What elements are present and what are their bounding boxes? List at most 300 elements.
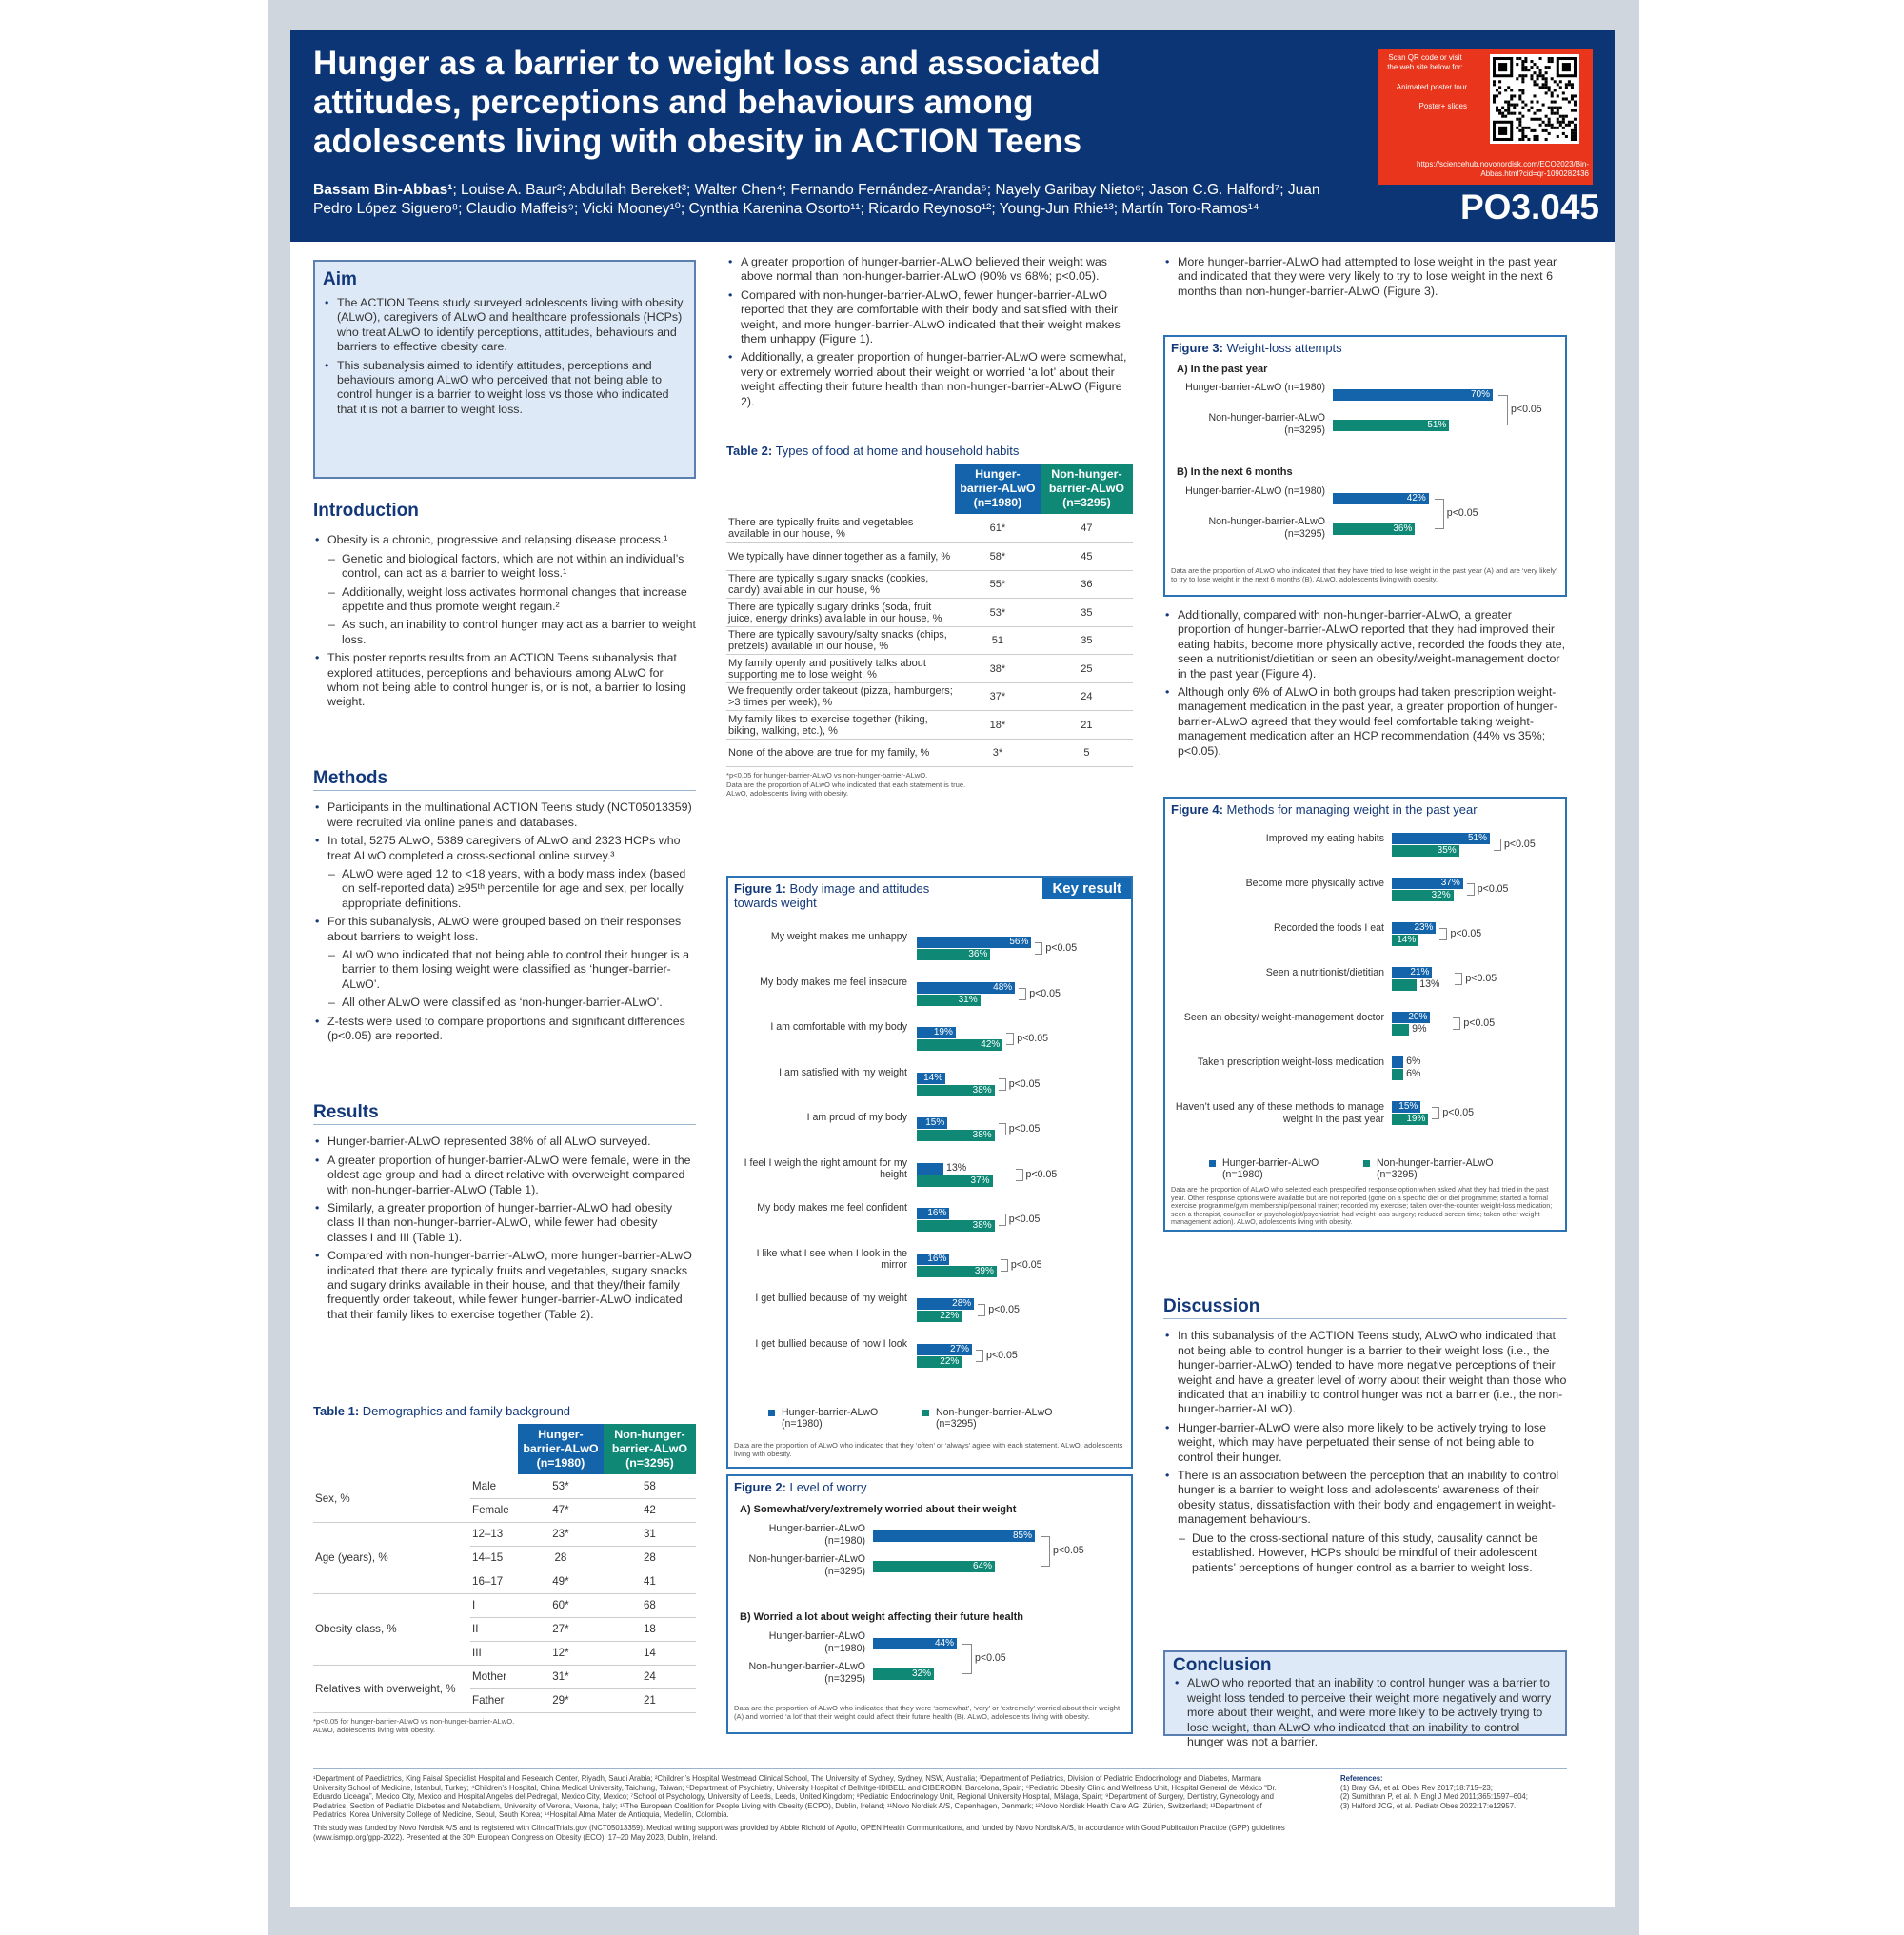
qr-module xyxy=(1568,80,1571,83)
cell-nonhunger: 35 xyxy=(1041,626,1133,655)
list-item: • Hunger-barrier-ALwO represented 38% of all ALwO surveyed. xyxy=(313,1135,696,1149)
qr-module xyxy=(1574,124,1577,127)
figure1-label: Figure 1: xyxy=(734,881,786,896)
qr-module xyxy=(1524,135,1527,138)
qr-module xyxy=(1533,83,1536,86)
qr-module xyxy=(1504,115,1507,118)
qr-module xyxy=(1537,74,1539,77)
qr-module xyxy=(1518,138,1521,141)
table1-notes xyxy=(313,1717,696,1734)
qr-module xyxy=(1507,86,1510,89)
qr-module xyxy=(1548,118,1551,121)
legend-nonhunger xyxy=(1377,1157,1529,1180)
qr-module xyxy=(1554,127,1557,129)
qr-module xyxy=(1557,83,1559,86)
qr-module xyxy=(1545,83,1548,86)
bar-label: Hunger-barrier-ALwO (n=1980) xyxy=(768,1523,865,1547)
table-note: Data are the proportion of ALwO who indicated that each statement is true. xyxy=(726,780,966,789)
qr-module xyxy=(1530,118,1533,121)
bar-value: 6% xyxy=(1406,1056,1421,1067)
qr-module xyxy=(1551,91,1554,94)
figure3 xyxy=(1163,335,1567,597)
row-sublabel: I xyxy=(470,1593,518,1617)
qr-module xyxy=(1527,138,1530,141)
qr-module xyxy=(1557,118,1559,121)
qr-module xyxy=(1507,101,1510,104)
bar-nonhunger: 42% xyxy=(917,1039,1002,1051)
table-row xyxy=(726,543,1133,571)
p-value: p<0.05 xyxy=(1029,987,1061,999)
bar-label: I get bullied because of my weight xyxy=(755,1293,907,1304)
figure2-label: Figure 2: xyxy=(734,1480,786,1494)
qr-module xyxy=(1516,63,1518,66)
qr-module xyxy=(1493,94,1496,97)
list-item: – As such, an inability to control hunger may act as a barrier to weight loss. xyxy=(313,618,696,647)
row-sublabel: 14–15 xyxy=(470,1546,518,1570)
bar-label: I am comfortable with my body xyxy=(770,1021,907,1033)
qr-module xyxy=(1574,101,1577,104)
qr-module xyxy=(1557,135,1559,138)
bar-label: Hunger-barrier-ALwO (n=1980) xyxy=(1185,485,1325,497)
poster-id: PO3.045 xyxy=(1459,188,1599,227)
bar-label: My weight makes me unhappy xyxy=(770,931,907,942)
p-bracket xyxy=(1435,499,1444,529)
p-bracket xyxy=(999,1123,1006,1135)
table-empty-cell xyxy=(470,1424,518,1474)
references-heading: References: xyxy=(1340,1774,1383,1783)
bar-nonhunger: 51% xyxy=(1333,420,1449,431)
qr-module xyxy=(1551,124,1554,127)
cell-hunger: 58* xyxy=(955,543,1041,571)
p-value: p<0.05 xyxy=(1053,1545,1084,1556)
legend-swatch xyxy=(922,1410,929,1416)
qr-module xyxy=(1513,107,1516,109)
qr-module xyxy=(1521,91,1524,94)
bar-label: I am proud of my body xyxy=(806,1112,907,1123)
bar-nonhunger: 36% xyxy=(1333,523,1415,535)
qr-module xyxy=(1521,89,1524,91)
qr-module xyxy=(1493,80,1496,83)
qr-module xyxy=(1557,127,1559,129)
figure1 xyxy=(726,876,1133,1469)
qr-module xyxy=(1507,107,1510,109)
aim-heading: Aim xyxy=(323,269,357,289)
qr-module xyxy=(1571,138,1574,141)
bar-label: I am satisfied with my weight xyxy=(779,1066,907,1078)
qr-module xyxy=(1518,74,1521,77)
qr-module xyxy=(1568,121,1571,124)
list-item: • Z-tests were used to compare proportions and significant differences (p<0.05) are reported. xyxy=(313,1015,696,1044)
title-line: attitudes, perceptions and behaviours among xyxy=(313,84,1034,121)
row-sublabel: 12–13 xyxy=(470,1522,518,1546)
list-item: • For this subanalysis, ALwO were grouped based on their responses about barriers to weight loss. xyxy=(313,915,696,944)
qr-module xyxy=(1498,91,1501,94)
cell-nonhunger: 24 xyxy=(604,1665,696,1688)
p-bracket xyxy=(1494,839,1501,851)
qr-module xyxy=(1545,71,1548,74)
table2-caption-text: Types of food at home and household habits xyxy=(775,444,1020,458)
bar-label: Recorded the foods I eat xyxy=(1273,922,1384,934)
list-item: • Compared with non-hunger-barrier-ALwO, more hunger-barrier-ALwO indicated that there are typically fruits and vegetables, sugary snacks and sugary drinks available in their house, and that they/their family frequently order takeout, while fewer hunger-barrier-ALwO indicated that their family likes to exercise together (Table 2). xyxy=(313,1249,696,1322)
qr-module xyxy=(1539,74,1542,77)
cell-nonhunger: 28 xyxy=(604,1546,696,1570)
qr-module xyxy=(1518,112,1521,115)
qr-module xyxy=(1521,63,1524,66)
qr-module xyxy=(1562,121,1565,124)
qr-module xyxy=(1551,60,1554,63)
p-value: p<0.05 xyxy=(1008,1214,1041,1225)
figure3-caption xyxy=(1171,341,1342,355)
table-row xyxy=(726,655,1133,683)
qr-module xyxy=(1548,60,1551,63)
qr-module xyxy=(1554,107,1557,109)
table1-label: Table 1: xyxy=(313,1404,360,1418)
qr-module xyxy=(1496,107,1498,109)
cell-hunger: 37* xyxy=(955,682,1041,711)
p-bracket xyxy=(999,1214,1006,1226)
cell-nonhunger: 24 xyxy=(1041,682,1133,711)
row-sublabel: 16–17 xyxy=(470,1570,518,1593)
qr-module xyxy=(1554,80,1557,83)
qr-module xyxy=(1498,112,1501,115)
table1-caption xyxy=(313,1404,696,1418)
qr-module xyxy=(1562,132,1565,135)
p-bracket xyxy=(1016,1169,1023,1181)
cell-nonhunger: 58 xyxy=(604,1474,696,1498)
bar-label: Haven’t used any of these methods to manage weight in the past year xyxy=(1175,1101,1384,1125)
qr-module xyxy=(1521,101,1524,104)
bar-nonhunger: 32% xyxy=(1392,890,1454,901)
bar-nonhunger: 36% xyxy=(917,949,990,960)
table-empty-cell xyxy=(313,1424,470,1474)
p-value: p<0.05 xyxy=(986,1349,1018,1361)
table-row xyxy=(313,1665,696,1688)
co-authors: ; Louise A. Baur²; Abdullah Bereket³; Walter Chen⁴; Fernando Fernández-Aranda⁵; Nayely Garibay Nieto⁶; Jason C.G. Halford⁷; Juan Pedro López Siguero⁸; Claudio Maffeis⁹; Vicki Mooney¹⁰; Cynthia Karenina Osorto¹¹; Ricardo Reynoso¹²; Young-Jun Rhie¹³; Martín Toro-Ramos¹⁴ xyxy=(313,182,1320,217)
qr-module xyxy=(1545,124,1548,127)
col3-text-top xyxy=(1163,255,1567,303)
aim-list xyxy=(323,296,686,417)
qr-module xyxy=(1498,127,1507,135)
qr-module xyxy=(1521,77,1524,80)
bar-value: 9% xyxy=(1412,1023,1427,1035)
bar-label: I get bullied because of how I look xyxy=(755,1337,907,1350)
qr-module xyxy=(1548,89,1551,91)
qr-module xyxy=(1548,121,1551,124)
qr-module xyxy=(1530,60,1533,63)
reference: (3) Halford JCG, et al. Pediatr Obes 2022;17:e12957. xyxy=(1340,1801,1517,1810)
qr-module xyxy=(1568,101,1571,104)
table-note: *p<0.05 for hunger-barrier-ALwO vs non-hunger-barrier-ALwO. xyxy=(313,1716,515,1726)
bar-label: Non-hunger-barrier-ALwO (n=3295) xyxy=(1208,516,1325,540)
results-heading: Results xyxy=(313,1105,696,1125)
qr-module xyxy=(1574,127,1577,129)
aim-item: • The ACTION Teens study surveyed adolescents living with obesity (ALwO), caregivers of ALwO and healthcare professionals (HCPs) who treat ALwO to identify perceptions, attitudes, behaviours and barriers to effective obesity care. xyxy=(323,296,686,355)
discussion-heading: Discussion xyxy=(1163,1299,1567,1319)
qr-module xyxy=(1574,129,1577,132)
bar-hunger: 16% xyxy=(917,1254,949,1265)
title-line: Hunger as a barrier to weight loss and associated xyxy=(313,45,1101,82)
row-label: We frequently order takeout (pizza, hamburgers; >3 times per week), % xyxy=(726,682,955,711)
qr-module xyxy=(1539,71,1542,74)
qr-module xyxy=(1530,77,1533,80)
qr-module xyxy=(1504,109,1507,112)
table-note: ALwO, adolescents living with obesity. xyxy=(726,788,849,798)
col2-list xyxy=(726,255,1133,409)
table2-col-hunger: Hunger-barrier-ALwO (n=1980) xyxy=(955,464,1041,514)
methods-section xyxy=(313,768,696,1048)
p-value: p<0.05 xyxy=(1008,1077,1041,1090)
bar-label: Non-hunger-barrier-ALwO (n=3295) xyxy=(748,1661,865,1685)
p-bracket xyxy=(978,1304,985,1316)
qr-module xyxy=(1521,74,1524,77)
list-item: – All other ALwO were classified as ‘non-hunger-barrier-ALwO’. xyxy=(313,996,696,1010)
list-item: • Similarly, a greater proportion of hunger-barrier-ALwO had obesity class II than non-hunger-barrier-ALwO, while fewer had obesity classes I and III (Table 1). xyxy=(313,1201,696,1245)
qr-module xyxy=(1537,101,1539,104)
qr-module xyxy=(1571,83,1574,86)
bar-hunger: 56% xyxy=(917,937,1031,948)
qr-module xyxy=(1513,112,1516,115)
qr-module xyxy=(1548,66,1551,69)
bar-nonhunger: 39% xyxy=(917,1266,997,1277)
qr-module xyxy=(1496,89,1498,91)
cell-nonhunger: 36 xyxy=(1041,570,1133,599)
bar-label: Become more physically active xyxy=(1245,878,1384,889)
qr-module xyxy=(1574,109,1577,112)
figure4-caption xyxy=(1171,802,1478,817)
bar-hunger: 21% xyxy=(1392,967,1432,978)
cell-hunger: 28 xyxy=(518,1546,604,1570)
qr-module xyxy=(1498,109,1501,112)
qr-module xyxy=(1530,107,1533,109)
bar-nonhunger: 38% xyxy=(917,1085,995,1096)
bar-nonhunger: 32% xyxy=(873,1668,934,1680)
cell-hunger: 18* xyxy=(955,711,1041,740)
figure4-caption-text: Methods for managing weight in the past year xyxy=(1226,802,1478,817)
bar-hunger: 15% xyxy=(1392,1101,1420,1113)
list-item: – Due to the cross-sectional nature of this study, causality cannot be established. However, HCPs should be mindful of their adolescent patients’ perceptions of hunger control as a barrier to weight loss. xyxy=(1163,1531,1567,1575)
row-label: None of the above are true for my family, % xyxy=(726,739,955,767)
figure1-caption xyxy=(734,881,972,910)
cell-nonhunger: 41 xyxy=(604,1570,696,1593)
qr-module xyxy=(1527,127,1530,129)
qr-module xyxy=(1537,118,1539,121)
figure3-note: Data are the proportion of ALwO who indicated that they have tried to lose weight in the past year (A) and are ‘very likely’ to try to lose weight in the next 6 months (B). ALwO, adolescents living with obesity. xyxy=(1171,566,1557,584)
qr-module xyxy=(1565,135,1568,138)
qr-module xyxy=(1516,77,1518,80)
qr-module xyxy=(1496,109,1498,112)
qr-module xyxy=(1533,63,1536,66)
qr-module xyxy=(1518,118,1521,121)
cell-nonhunger: 42 xyxy=(604,1498,696,1522)
list-item: • Obesity is a chronic, progressive and relapsing disease process.¹ xyxy=(313,533,696,547)
qr-module xyxy=(1542,129,1545,132)
list-item: • This poster reports results from an ACTION Teens subanalysis that explored attitudes, perceptions and behaviours among ALwO for whom not being able to control hunger is, or is not, a barrier to losing weight. xyxy=(313,651,696,710)
results-section xyxy=(313,1102,696,1326)
table-row xyxy=(726,739,1133,767)
p-value: p<0.05 xyxy=(1017,1033,1048,1044)
table1-col-hunger: Hunger-barrier-ALwO (n=1980) xyxy=(518,1424,604,1474)
qr-module xyxy=(1513,104,1516,107)
poster-header xyxy=(290,30,1615,242)
qr-module xyxy=(1518,89,1521,91)
qr-module xyxy=(1542,77,1545,80)
qr-instructions: Scan QR code or visit the web site below for: xyxy=(1387,53,1463,71)
author-list xyxy=(313,181,1332,219)
table1-col-nonhunger: Non-hunger-barrier-ALwO (n=3295) xyxy=(604,1424,696,1474)
p-bracket xyxy=(1453,1017,1460,1030)
qr-module xyxy=(1545,77,1548,80)
legend-nonhunger xyxy=(936,1407,1079,1430)
qr-module xyxy=(1510,94,1513,97)
p-value: p<0.05 xyxy=(1477,883,1509,895)
bar-label: Non-hunger-barrier-ALwO (n=3295) xyxy=(748,1553,865,1577)
qr-module xyxy=(1501,112,1504,115)
table2-label: Table 2: xyxy=(726,444,773,458)
qr-module xyxy=(1510,104,1513,107)
bar-hunger: 23% xyxy=(1392,922,1436,934)
qr-module xyxy=(1557,109,1559,112)
bar-hunger: 85% xyxy=(873,1530,1035,1542)
qr-module xyxy=(1559,115,1562,118)
cell-nonhunger: 14 xyxy=(604,1641,696,1665)
list-item: • There is an association between the perception that an inability to control hunger is a barrier to weight loss and adolescents’ awareness of their obesity status, dissatisfaction with their body and engagement in weight-management behaviours. xyxy=(1163,1469,1567,1528)
legend-label: Non-hunger-barrier-ALwO (n=3295) xyxy=(1377,1157,1494,1180)
bar-hunger: 51% xyxy=(1392,833,1490,844)
row-sublabel: Father xyxy=(470,1688,518,1712)
figure3-subtitle-b: B) In the next 6 months xyxy=(1177,466,1293,478)
cell-hunger: 60* xyxy=(518,1593,604,1617)
bar-nonhunger: 38% xyxy=(917,1130,995,1141)
list-item: • Additionally, a greater proportion of hunger-barrier-ALwO were somewhat, very or extremely worried about their weight or worried ‘a lot’ about their weight affecting their future health than non-hunger-barrier-ALwO (Figure 2). xyxy=(726,350,1133,409)
table1-caption-text: Demographics and family background xyxy=(362,1404,571,1418)
qr-module xyxy=(1498,86,1501,89)
qr-module xyxy=(1565,97,1568,100)
qr-option-tour: Animated poster tour xyxy=(1396,83,1467,91)
qr-module xyxy=(1524,74,1527,77)
legend-hunger xyxy=(1222,1157,1346,1180)
list-item: • Participants in the multinational ACTION Teens study (NCT05013359) were recruited via online panels and databases. xyxy=(313,800,696,830)
qr-module xyxy=(1539,57,1542,60)
row-sublabel: Female xyxy=(470,1498,518,1522)
qr-module xyxy=(1501,107,1504,109)
row-label: My family likes to exercise together (hiking, biking, walking, etc.), % xyxy=(726,711,955,740)
qr-module xyxy=(1510,112,1513,115)
qr-module xyxy=(1537,135,1539,138)
p-value: p<0.05 xyxy=(1463,1017,1496,1029)
qr-module xyxy=(1542,74,1545,77)
p-value: p<0.05 xyxy=(1025,1168,1058,1180)
qr-module xyxy=(1562,97,1565,100)
p-value: p<0.05 xyxy=(1446,507,1478,519)
cell-hunger: 51 xyxy=(955,626,1041,655)
qr-url[interactable]: https://sciencehub.novonordisk.com/ECO2023/Bin-Abbas.html?cid=qr-1090282436 xyxy=(1417,160,1589,178)
conclusion-list xyxy=(1173,1676,1557,1749)
bar-hunger: 44% xyxy=(873,1638,957,1649)
qr-module xyxy=(1521,69,1524,71)
table2-notes xyxy=(726,771,1133,798)
reference: (1) Bray GA, et al. Obes Rev 2017;18:715–23; xyxy=(1340,1783,1493,1792)
table-header-row xyxy=(726,464,1133,514)
funding-statement: This study was funded by Novo Nordisk A/S and is registered with ClinicalTrials.gov (NCT05013359). Medical writing support was provided by Abbie Richold of Apollo, OPEN Health Communications, and funded by Novo Nordisk A/S, in accordance with Good Publication Practice (GPP) guidelines (www.ismpp.org/gpp-2022). Presented at the 30ᵗʰ European Congress on Obesity (ECO), 17–20 May 2023, Dublin, Ireland. xyxy=(313,1823,1285,1842)
lead-author: Bassam Bin-Abbas¹ xyxy=(313,182,453,198)
qr-module xyxy=(1539,109,1542,112)
list-item: – Genetic and biological factors, which are not within an individual’s control, can act as a barrier to weight loss.¹ xyxy=(313,552,696,582)
bar-hunger: 15% xyxy=(917,1117,947,1129)
qr-panel[interactable] xyxy=(1378,49,1593,185)
bar-nonhunger: 38% xyxy=(917,1220,995,1232)
p-bracket xyxy=(1001,1259,1008,1272)
bar-nonhunger: 19% xyxy=(1392,1114,1428,1125)
cell-hunger: 53* xyxy=(518,1474,604,1498)
qr-module xyxy=(1545,66,1548,69)
table2-col-nonhunger: Non-hunger-barrier-ALwO (n=3295) xyxy=(1041,464,1133,514)
table2 xyxy=(726,464,1133,767)
qr-module xyxy=(1548,86,1551,89)
qr-module xyxy=(1545,80,1548,83)
qr-module xyxy=(1542,83,1545,86)
figure3-subtitle-a: A) In the past year xyxy=(1177,364,1268,375)
qr-module xyxy=(1498,63,1507,71)
qr-module xyxy=(1574,104,1577,107)
qr-module xyxy=(1521,135,1524,138)
footer-affiliations xyxy=(313,1774,1294,1842)
qr-module xyxy=(1551,77,1554,80)
qr-module xyxy=(1521,60,1524,63)
qr-module xyxy=(1548,124,1551,127)
title-line: adolescents living with obesity in ACTION Teens xyxy=(313,123,1082,160)
legend-hunger xyxy=(782,1407,905,1430)
qr-option-slides: Poster+ slides xyxy=(1418,102,1467,110)
table1 xyxy=(313,1424,696,1713)
qr-module xyxy=(1571,121,1574,124)
table2-caption xyxy=(726,444,1133,458)
cell-hunger: 49* xyxy=(518,1570,604,1593)
p-value: p<0.05 xyxy=(1442,1107,1475,1118)
qr-module xyxy=(1574,94,1577,97)
qr-module xyxy=(1537,66,1539,69)
qr-module xyxy=(1565,124,1568,127)
qr-module xyxy=(1504,89,1507,91)
table-note: ALwO, adolescents living with obesity. xyxy=(313,1726,436,1735)
p-value: p<0.05 xyxy=(1504,839,1536,850)
qr-module xyxy=(1518,97,1521,100)
qr-module xyxy=(1568,124,1571,127)
qr-module xyxy=(1562,63,1571,71)
p-bracket xyxy=(1439,928,1447,940)
table-row xyxy=(313,1474,696,1498)
bar-value: 13% xyxy=(945,1161,967,1174)
p-bracket xyxy=(1455,973,1462,985)
qr-module xyxy=(1574,118,1577,121)
row-group-label: Age (years), % xyxy=(313,1522,470,1593)
cell-nonhunger: 21 xyxy=(1041,711,1133,740)
qr-module xyxy=(1545,91,1548,94)
qr-module xyxy=(1527,69,1530,71)
bar-nonhunger: 22% xyxy=(917,1356,962,1368)
qr-module xyxy=(1518,129,1521,132)
bar-label: Hunger-barrier-ALwO (n=1980) xyxy=(768,1630,865,1654)
qr-module xyxy=(1518,121,1521,124)
qr-module xyxy=(1574,138,1577,141)
qr-module xyxy=(1521,80,1524,83)
table-row xyxy=(726,711,1133,740)
bar-nonhunger: 31% xyxy=(917,995,981,1006)
row-sublabel: II xyxy=(470,1617,518,1641)
legend-label: Non-hunger-barrier-ALwO (n=3295) xyxy=(936,1407,1053,1430)
qr-code-icon[interactable] xyxy=(1490,54,1579,144)
qr-module xyxy=(1554,112,1557,115)
qr-module xyxy=(1551,57,1554,60)
